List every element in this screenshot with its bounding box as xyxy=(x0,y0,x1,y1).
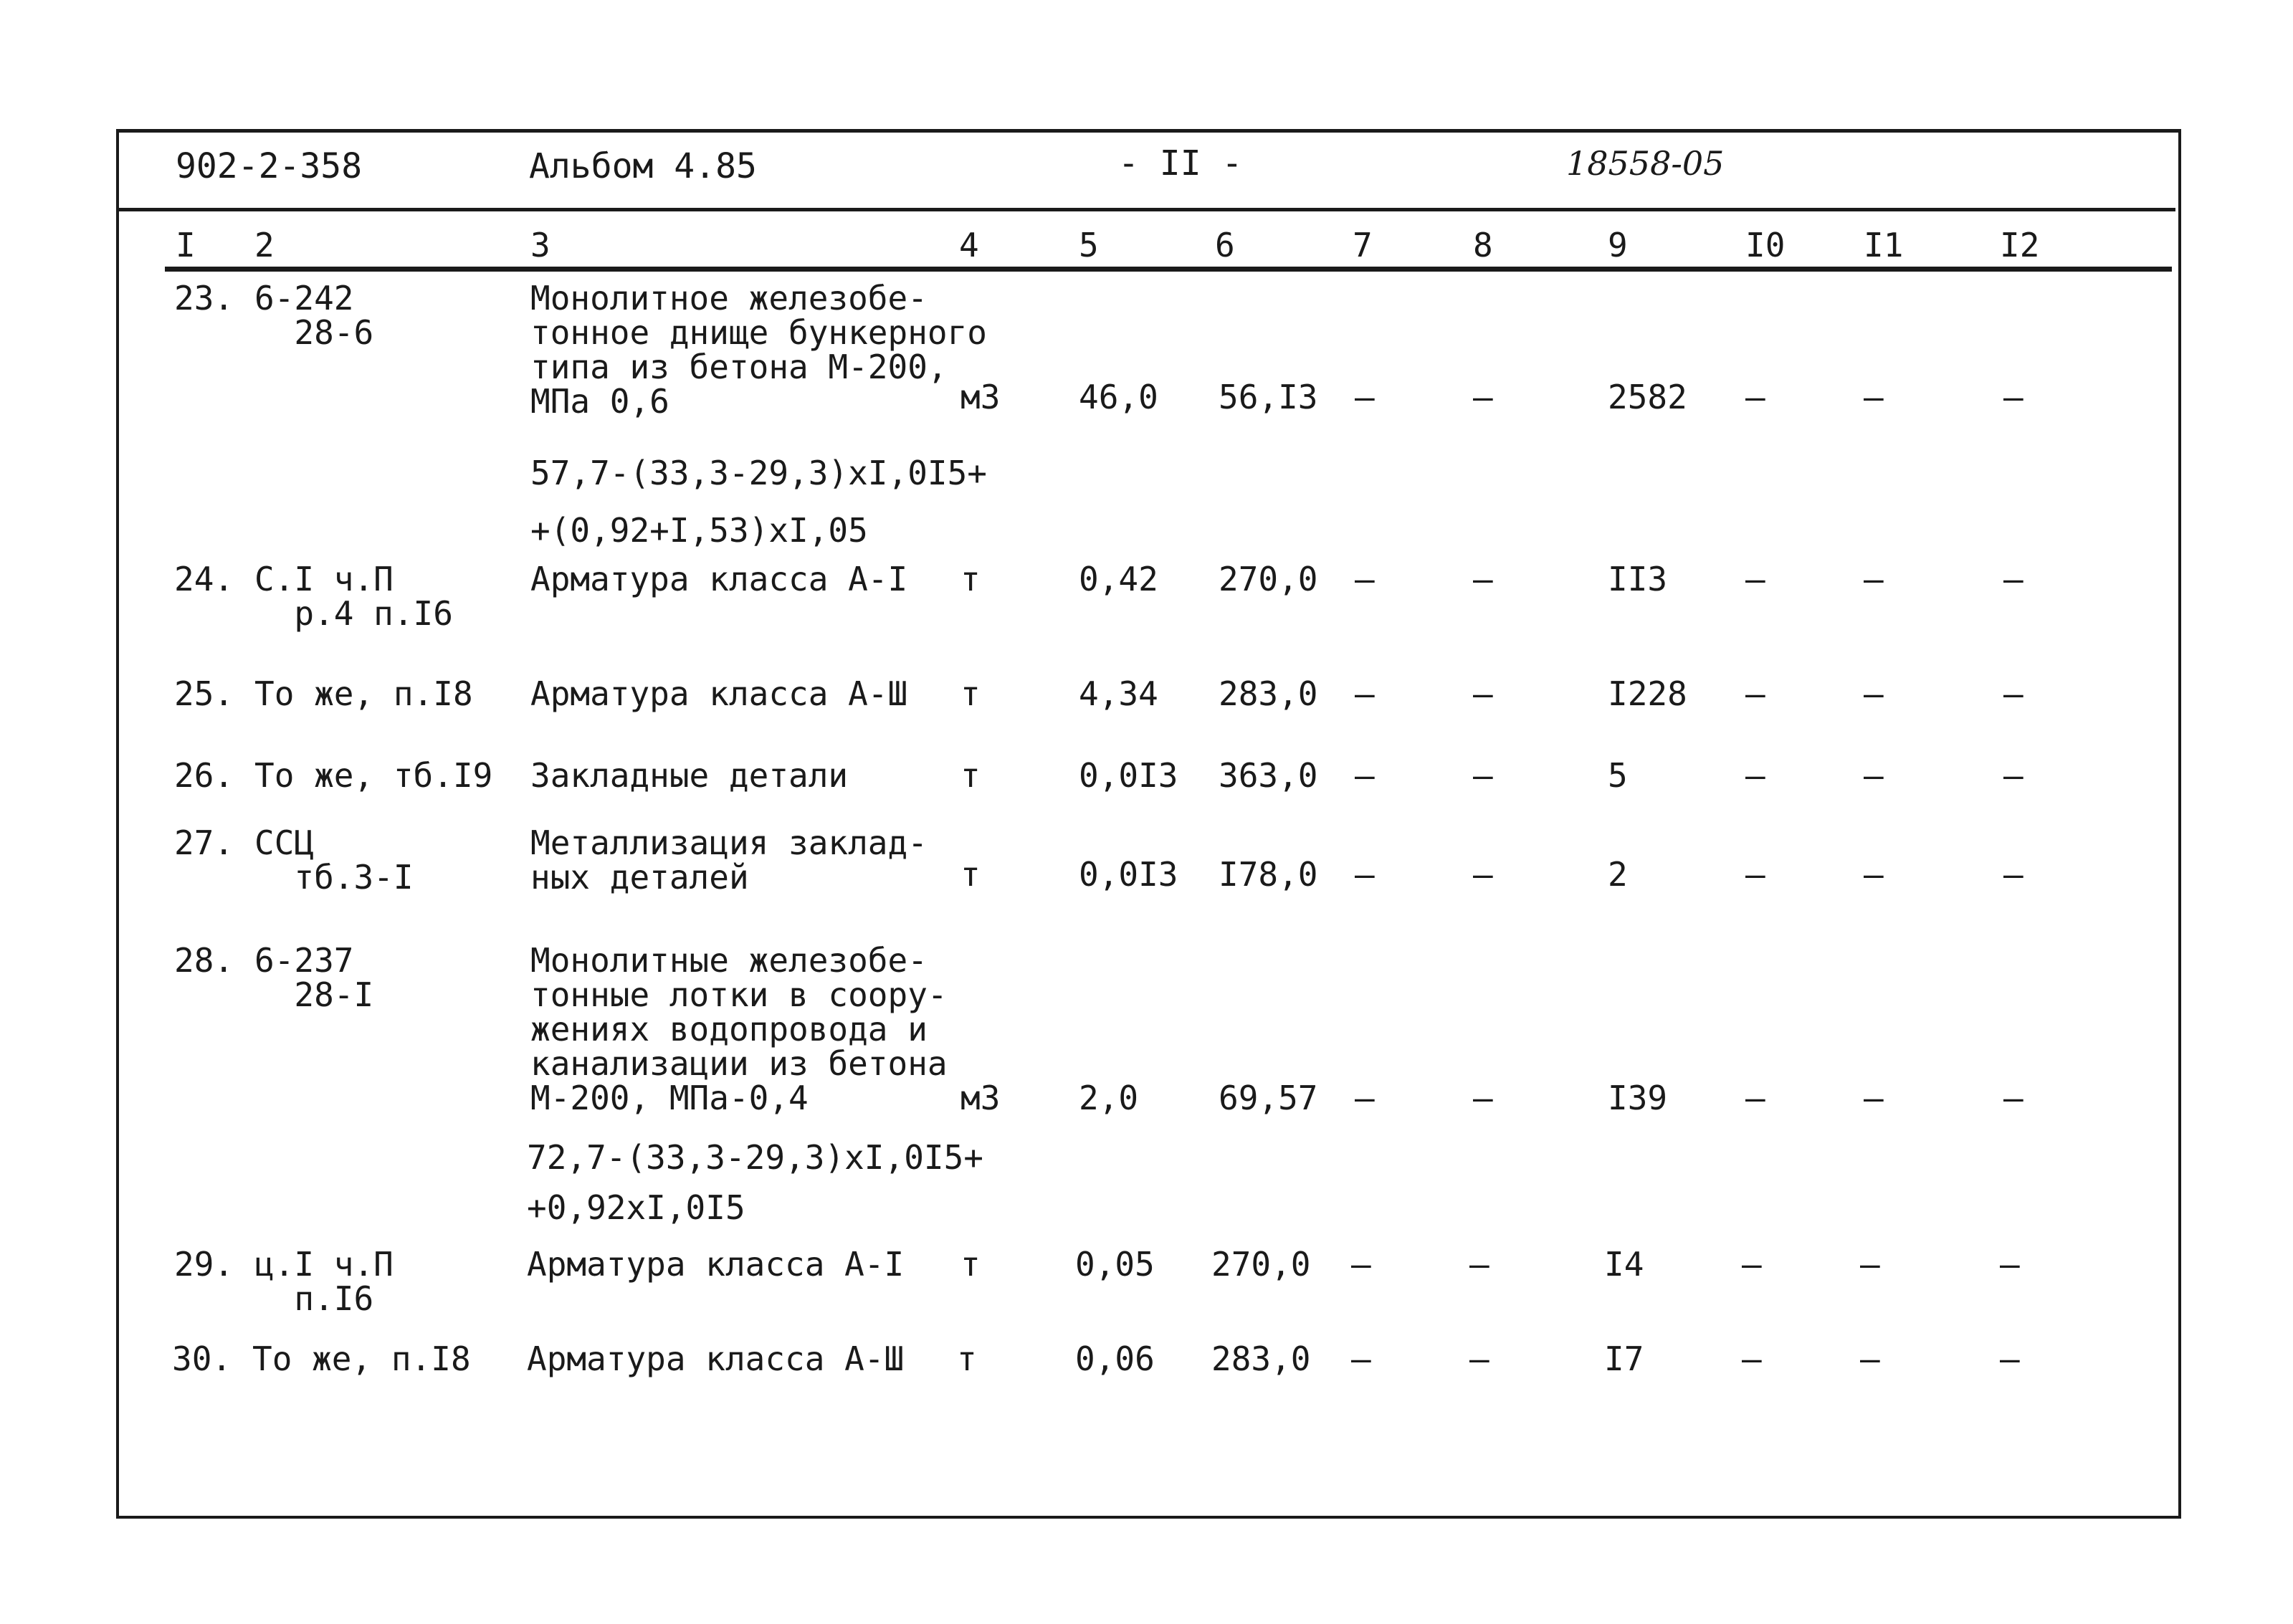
col8-value: – xyxy=(1473,560,1493,598)
unit-price: 283,0 xyxy=(1211,1339,1311,1378)
row-number: 30. xyxy=(172,1339,232,1378)
row-number: 24. xyxy=(174,560,234,598)
column-header: I2 xyxy=(2000,226,2040,264)
column-header: 7 xyxy=(1353,226,1373,264)
col8-value: – xyxy=(1473,756,1493,795)
column-header: 8 xyxy=(1473,226,1493,264)
col12-value: – xyxy=(2003,674,2023,713)
quantity-formula: 57,7-(33,3-29,3)хI,0I5+ +(0,92+I,53)хI,05 xyxy=(530,454,987,550)
col11-value: – xyxy=(1864,756,1884,795)
unit: т xyxy=(960,756,981,795)
quantity: 46,0 xyxy=(1079,378,1158,416)
col8-value: – xyxy=(1473,855,1493,894)
unit: т xyxy=(960,560,981,598)
work-description: Монолитные железобе- тонные лотки в соору- жениях водопровода и канализации из бетона М-200, МПа-0,4 xyxy=(530,941,948,1117)
total-cost: 5 xyxy=(1608,756,1628,795)
unit-price: 69,57 xyxy=(1219,1079,1318,1117)
col7-value: – xyxy=(1351,1339,1371,1378)
col11-value: – xyxy=(1864,560,1884,598)
unit: м3 xyxy=(960,1079,1001,1117)
reference-code: С.I ч.П р.4 п.I6 xyxy=(254,560,453,633)
column-header: I xyxy=(176,226,196,264)
row-number: 23. xyxy=(174,279,234,317)
quantity-formula: 72,7-(33,3-29,3)хI,0I5+ +0,92хI,0I5 xyxy=(527,1138,983,1227)
col10-value: – xyxy=(1742,1339,1762,1378)
column-header-divider xyxy=(165,267,2172,272)
unit: т xyxy=(960,855,981,894)
page-number: - II - xyxy=(1118,143,1243,183)
quantity: 0,42 xyxy=(1079,560,1158,598)
col12-value: – xyxy=(2003,855,2023,894)
total-cost: 2582 xyxy=(1608,378,1687,416)
col11-value: – xyxy=(1864,1079,1884,1117)
unit: т xyxy=(957,1339,977,1378)
col7-value: – xyxy=(1355,855,1375,894)
col8-value: – xyxy=(1473,674,1493,713)
reference-code: 6-237 28-I xyxy=(254,941,374,1014)
column-header: I1 xyxy=(1864,226,1904,264)
col12-value: – xyxy=(2003,378,2023,416)
col7-value: – xyxy=(1355,1079,1375,1117)
reference-code: ц.I ч.П п.I6 xyxy=(254,1245,394,1318)
unit: т xyxy=(960,1245,981,1284)
col10-value: – xyxy=(1742,1245,1762,1284)
col12-value: – xyxy=(2000,1339,2020,1378)
unit: м3 xyxy=(960,378,1001,416)
work-description: Металлизация заклад- ных деталей xyxy=(530,823,928,897)
row-number: 28. xyxy=(174,941,234,980)
col8-value: – xyxy=(1473,378,1493,416)
col11-value: – xyxy=(1860,1245,1880,1284)
total-cost: I39 xyxy=(1608,1079,1668,1117)
row-number: 26. xyxy=(174,756,234,795)
total-cost: I228 xyxy=(1608,674,1687,713)
col8-value: – xyxy=(1469,1245,1489,1284)
column-header: I0 xyxy=(1745,226,1786,264)
col10-value: – xyxy=(1745,855,1765,894)
col7-value: – xyxy=(1355,378,1375,416)
col10-value: – xyxy=(1745,1079,1765,1117)
unit-price: I78,0 xyxy=(1219,855,1318,894)
col8-value: – xyxy=(1473,1079,1493,1117)
col7-value: – xyxy=(1355,674,1375,713)
unit-price: 56,I3 xyxy=(1219,378,1318,416)
series-code: 902-2-358 xyxy=(176,146,363,186)
col10-value: – xyxy=(1745,756,1765,795)
reference-code: То же, п.I8 xyxy=(252,1339,471,1378)
col10-value: – xyxy=(1745,378,1765,416)
col11-value: – xyxy=(1864,855,1884,894)
col7-value: – xyxy=(1355,560,1375,598)
quantity: 0,0I3 xyxy=(1079,855,1178,894)
row-number: 27. xyxy=(174,823,234,862)
col7-value: – xyxy=(1351,1245,1371,1284)
album-label: Альбом 4.85 xyxy=(529,146,757,186)
total-cost: 2 xyxy=(1608,855,1628,894)
col10-value: – xyxy=(1745,560,1765,598)
col10-value: – xyxy=(1745,674,1765,713)
col12-value: – xyxy=(2003,756,2023,795)
work-description: Арматура класса А-I xyxy=(530,560,908,598)
column-header: 3 xyxy=(530,226,550,264)
column-header: 2 xyxy=(254,226,275,264)
column-header: 4 xyxy=(959,226,979,264)
total-cost: II3 xyxy=(1608,560,1668,598)
quantity: 0,0I3 xyxy=(1079,756,1178,795)
work-description: Монолитное железобе- тонное днище бункерного типа из бетона М-200, МПа 0,6 xyxy=(530,279,987,421)
col7-value: – xyxy=(1355,756,1375,795)
col12-value: – xyxy=(2000,1245,2020,1284)
unit: т xyxy=(960,674,981,713)
reference-code: То же, п.I8 xyxy=(254,674,473,713)
unit-price: 283,0 xyxy=(1219,674,1318,713)
document-number: 18558-05 xyxy=(1566,144,1725,183)
column-header: 6 xyxy=(1215,226,1235,264)
col11-value: – xyxy=(1860,1339,1880,1378)
total-cost: I4 xyxy=(1604,1245,1644,1284)
reference-code: ССЦ тб.3-I xyxy=(254,823,414,897)
reference-code: То же, тб.I9 xyxy=(254,756,493,795)
unit-price: 270,0 xyxy=(1219,560,1318,598)
col12-value: – xyxy=(2003,560,2023,598)
work-description: Арматура класса А-Ш xyxy=(527,1339,905,1378)
work-description: Закладные детали xyxy=(530,756,849,795)
column-header: 9 xyxy=(1608,226,1628,264)
col11-value: – xyxy=(1864,378,1884,416)
quantity: 4,34 xyxy=(1079,674,1158,713)
header-divider xyxy=(116,208,2175,211)
total-cost: I7 xyxy=(1604,1339,1644,1378)
row-number: 25. xyxy=(174,674,234,713)
work-description: Арматура класса А-Ш xyxy=(530,674,908,713)
row-number: 29. xyxy=(174,1245,234,1284)
table-frame xyxy=(116,129,2181,1519)
quantity: 0,05 xyxy=(1075,1245,1155,1284)
quantity: 2,0 xyxy=(1079,1079,1139,1117)
column-header: 5 xyxy=(1079,226,1099,264)
reference-code: 6-242 28-6 xyxy=(254,279,374,352)
work-description: Арматура класса А-I xyxy=(527,1245,905,1284)
col12-value: – xyxy=(2003,1079,2023,1117)
unit-price: 363,0 xyxy=(1219,756,1318,795)
col11-value: – xyxy=(1864,674,1884,713)
quantity: 0,06 xyxy=(1075,1339,1155,1378)
col8-value: – xyxy=(1469,1339,1489,1378)
unit-price: 270,0 xyxy=(1211,1245,1311,1284)
